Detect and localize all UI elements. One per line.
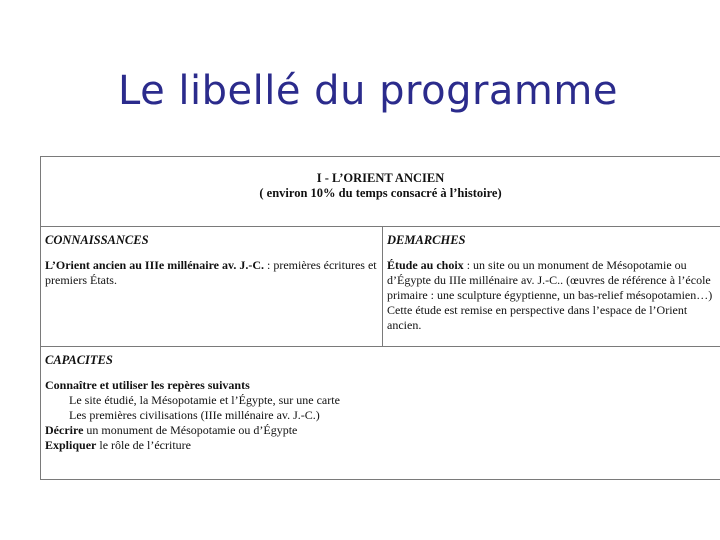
demarches-line-2: d’Égypte du IIIe millénaire av. J.-C.. (œuvres de référence à l’école [387, 273, 711, 287]
connaissances-text-2: premiers États. [45, 273, 117, 287]
table-header-subtitle: ( environ 10% du temps consacré à l’histoire) [259, 186, 502, 200]
capacites-decrire-text: un monument de Mésopotamie ou d’Égypte [83, 423, 298, 437]
program-table-image [40, 156, 720, 481]
demarches-line-1-text: : un site ou un monument de Mésopotamie ou [463, 258, 687, 272]
capacites-expliquer-verb: Expliquer [45, 438, 97, 452]
connaissances-line-1 [45, 258, 378, 273]
capacites-heading: CAPACITES [45, 353, 113, 367]
capacites-decrire [45, 423, 716, 438]
demarches-line-1 [387, 258, 716, 273]
demarches-line-3: primaire : une sculpture égyptienne, un bas-relief mésopotamien…) [387, 288, 713, 302]
capacites-item-1: Le site étudié, la Mésopotamie et l’Égypte, sur une carte [69, 393, 340, 407]
connaissances-cell [41, 227, 383, 347]
demarches-cell [383, 227, 720, 347]
table-header-cell [41, 157, 720, 227]
program-table [40, 156, 720, 480]
capacites-item-2: Les premières civilisations (IIIe millénaire av. J.-C.) [69, 408, 320, 422]
capacites-expliquer [45, 438, 716, 453]
slide-title: Le libellé du programme [118, 68, 618, 114]
capacites-expliquer-text: le rôle de l’écriture [96, 438, 191, 452]
demarches-lead: Étude au choix [387, 258, 464, 272]
connaissances-lead: L’Orient ancien au IIIe millénaire av. J.-C. [45, 258, 264, 272]
capacites-intro: Connaître et utiliser les repères suivants [45, 378, 250, 392]
table-header-title: I - L’ORIENT ANCIEN [316, 171, 445, 185]
connaissances-heading: CONNAISSANCES [45, 233, 149, 247]
capacites-decrire-verb: Décrire [45, 423, 84, 437]
demarches-heading: DEMARCHES [387, 233, 466, 247]
connaissances-text-1: : premières écritures et [264, 258, 377, 272]
demarches-line-4: Cette étude est remise en perspective dans l’espace de l’Orient ancien. [387, 303, 688, 332]
capacites-cell [41, 347, 720, 480]
